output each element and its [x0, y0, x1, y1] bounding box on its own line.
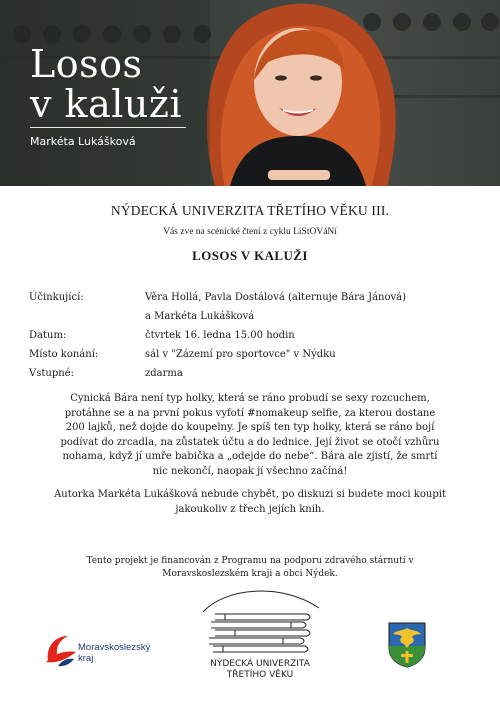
hero-title-line-2: v kaluži [30, 82, 183, 126]
description-line: protáhne se a na první pokus vyfotí #nomakeup selfie, za kterou dostane [64, 407, 436, 419]
detail-label: Vstupné: [29, 368, 74, 379]
detail-value: zdarma [145, 368, 183, 379]
closing-paragraph [30, 488, 470, 517]
municipal-crest-icon [388, 622, 426, 668]
description-line: 200 lajků, než dojde do koupelny. Je spíš ten typ holky, která se ráno bojí [65, 422, 435, 434]
closing-line: Autorka Markéta Lukášková nebude chybět, po diskuzi si budete moci koupit [54, 489, 446, 500]
closing-line: jakoukoliv z třech jejích knih. [175, 503, 325, 515]
description-paragraph [40, 392, 460, 480]
books-icon [195, 586, 325, 658]
hero-author: Markéta Lukášková [30, 135, 136, 148]
hero-title-line-1: Losos [30, 42, 143, 86]
header-photo [0, 0, 500, 186]
description-line: Cynická Bára není typ holky, která se ráno probudí se sexy rozcuchem, [70, 393, 430, 404]
region-logo-icon [44, 632, 78, 668]
detail-label: Účinkující: [29, 292, 84, 303]
detail-value: sál v "Zázemí pro sportovce" v Nýdku [145, 349, 336, 360]
funding-line: Tento projekt je financován z Programu na podporu zdravého stárnutí v [86, 556, 414, 566]
detail-value: čtvrtek 16. ledna 15.00 hodin [145, 330, 295, 341]
university-name-line-1: NÝDECKÁ UNIVERZITA [210, 659, 310, 669]
event-title: LOSOS V KALUŽI [192, 248, 308, 263]
detail-label: Datum: [29, 330, 67, 341]
invitation-line: Vás zve na scénické čtení z cyklu LiStOVáNí [163, 227, 337, 237]
organization-title: NÝDECKÁ UNIVERZITA TŘETÍHO VĚKU III. [110, 203, 390, 218]
funding-line: Moravskoslezském kraji a obci Nýdek. [162, 569, 338, 579]
region-name-line-1: Moravskoslezský [78, 642, 151, 653]
university-logo-text [195, 659, 325, 681]
region-logo [44, 628, 154, 668]
region-logo-text [78, 642, 150, 664]
description-line: nic nekončí, naopak jí všechno začíná! [152, 465, 348, 477]
university-logo [195, 586, 325, 690]
detail-label: Místo konání: [29, 349, 99, 360]
description-line: podívat do zrcadla, na zůstatek účtu a do lednice. Její život se otočí vzhůru [60, 436, 440, 448]
funding-note [40, 555, 460, 581]
region-name-line-2: kraj [78, 653, 94, 664]
hero-divider [30, 127, 186, 128]
hero-title [30, 44, 182, 124]
university-name-line-2: TŘETÍHO VĚKU [226, 670, 294, 680]
detail-value: Věra Hollá, Pavla Dostálová (alternuje Bára Jánová) [145, 292, 407, 303]
detail-value: a Markéta Lukášková [145, 311, 255, 322]
description-line: nohama, když jí umře babička a „odejde do nebe“. Bára ale zjistí, že smrtí [62, 451, 438, 463]
